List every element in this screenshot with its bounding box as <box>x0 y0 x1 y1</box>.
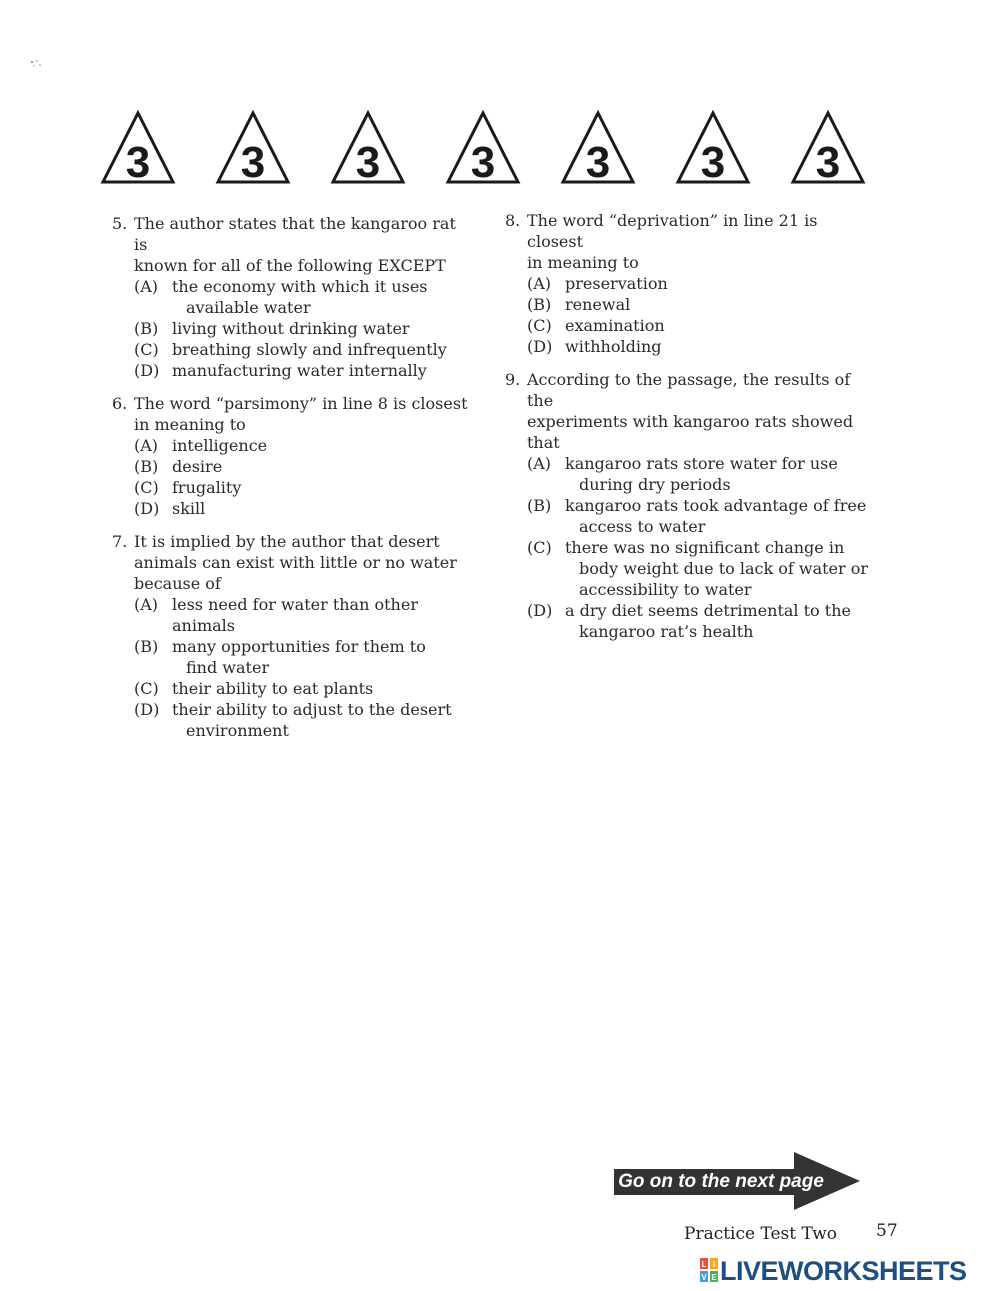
answer-option <box>134 276 472 318</box>
option-text: renewal <box>565 295 631 314</box>
logo-letter-e: E <box>711 1273 717 1282</box>
question-number: 7. <box>112 532 128 551</box>
option-text: skill <box>172 499 206 518</box>
option-letter: (C) <box>134 679 159 698</box>
option-text: body weight due to lack of water or <box>579 559 869 578</box>
option-letter: (B) <box>134 457 159 476</box>
question-stem <box>134 393 472 435</box>
liveworksheets-logo-icon <box>700 1258 718 1282</box>
question-item <box>112 393 472 519</box>
section-number: 3 <box>470 138 496 186</box>
option-letter: (C) <box>527 316 552 335</box>
answer-option <box>134 339 472 360</box>
option-text: withholding <box>565 337 662 356</box>
option-text: a dry diet seems detrimental to the <box>565 601 851 620</box>
option-text: less need for water than other animals <box>172 595 418 635</box>
option-letter: (A) <box>527 454 552 473</box>
option-letter: (B) <box>134 319 159 338</box>
question-number: 6. <box>112 394 128 413</box>
watermark-text: LIVEWORKSHEETS <box>720 1256 967 1286</box>
answer-option <box>134 699 472 741</box>
option-letter: (D) <box>527 601 553 620</box>
triangle-icon <box>790 110 866 186</box>
option-letter: (B) <box>527 295 552 314</box>
triangle-icon <box>100 110 176 186</box>
answer-option <box>527 315 875 336</box>
logo-letter-l: L <box>701 1260 707 1269</box>
question-stem-line: animals can exist with little or no water <box>134 553 457 572</box>
question-stem-line: in meaning to <box>134 415 246 434</box>
answer-option <box>527 453 875 495</box>
option-letter: (C) <box>134 340 159 359</box>
next-page-label: Go on to the next page <box>618 1171 824 1192</box>
triangle-icon <box>675 110 751 186</box>
option-text: find water <box>186 658 270 677</box>
option-text: examination <box>565 316 665 335</box>
section-marker <box>445 110 521 186</box>
answer-option <box>527 294 875 315</box>
option-letter: (A) <box>134 595 159 614</box>
logo-letter-v: V <box>701 1273 707 1282</box>
question-stem <box>134 531 472 594</box>
option-text: frugality <box>172 478 242 497</box>
answer-option <box>134 498 472 519</box>
questions-left-column <box>112 213 472 753</box>
answer-option <box>134 318 472 339</box>
option-text: their ability to eat plants <box>172 679 374 698</box>
triangle-icon <box>445 110 521 186</box>
option-text: breathing slowly and infrequently <box>172 340 447 359</box>
option-letter: (D) <box>134 361 160 380</box>
option-text: environment <box>186 721 289 740</box>
answer-options <box>134 276 472 381</box>
answer-option <box>527 336 875 357</box>
option-letter: (B) <box>134 637 159 656</box>
section-marker <box>330 110 406 186</box>
option-text: kangaroo rats store water for use <box>565 454 838 473</box>
option-text: many opportunities for them to <box>172 637 426 656</box>
answer-options <box>527 453 875 642</box>
question-stem <box>527 210 875 273</box>
question-stem <box>134 213 472 276</box>
option-text: their ability to adjust to the desert <box>172 700 452 719</box>
option-letter: (D) <box>134 499 160 518</box>
answer-option <box>134 360 472 381</box>
answer-option <box>527 600 875 642</box>
option-text: accessibility to water <box>579 580 752 599</box>
section-number: 3 <box>585 138 611 186</box>
question-stem-line: The word “parsimony” in line 8 is closest <box>134 394 468 413</box>
option-text: kangaroo rat’s health <box>579 622 754 641</box>
option-text: desire <box>172 457 223 476</box>
section-number: 3 <box>125 138 151 186</box>
answer-options <box>134 594 472 741</box>
section-marker <box>100 110 176 186</box>
option-letter: (B) <box>527 496 552 515</box>
questions-right-column <box>505 210 875 654</box>
question-stem-line: because of <box>134 574 221 593</box>
answer-option <box>134 456 472 477</box>
option-letter: (C) <box>527 538 552 557</box>
question-stem-line: It is implied by the author that desert <box>134 532 440 551</box>
section-marker <box>790 110 866 186</box>
question-item <box>112 531 472 741</box>
option-text: there was no significant change in <box>565 538 845 557</box>
question-item <box>505 210 875 357</box>
answer-option <box>134 477 472 498</box>
answer-option <box>527 537 875 600</box>
option-letter: (D) <box>527 337 553 356</box>
question-stem-line: The word “deprivation” in line 21 is closest <box>527 211 818 251</box>
question-item <box>112 213 472 381</box>
question-number: 8. <box>505 211 521 230</box>
question-stem-line: experiments with kangaroo rats showed <box>527 412 854 431</box>
answer-options <box>134 435 472 519</box>
section-number: 3 <box>355 138 381 186</box>
section-number: 3 <box>240 138 266 186</box>
triangle-icon <box>330 110 406 186</box>
answer-option <box>134 678 472 699</box>
question-stem-line: known for all of the following EXCEPT <box>134 256 446 275</box>
option-text: the economy with which it uses <box>172 277 428 296</box>
answer-option <box>134 435 472 456</box>
footer-title: Practice Test Two <box>684 1224 838 1244</box>
option-text: kangaroo rats took advantage of free <box>565 496 867 515</box>
option-text: manufacturing water internally <box>172 361 427 380</box>
question-stem-line: that <box>527 433 560 452</box>
section-number: 3 <box>815 138 841 186</box>
question-stem <box>527 369 875 453</box>
question-stem-line: The author states that the kangaroo rat is <box>134 214 456 254</box>
section-marker <box>675 110 751 186</box>
question-number: 5. <box>112 214 128 233</box>
option-letter: (D) <box>134 700 160 719</box>
option-letter: (A) <box>134 436 159 455</box>
question-number: 9. <box>505 370 521 389</box>
question-stem-line: According to the passage, the results of the <box>527 370 851 410</box>
triangle-icon <box>560 110 636 186</box>
question-stem-line: in meaning to <box>527 253 639 272</box>
page-number: 57 <box>876 1221 898 1241</box>
section-marker <box>215 110 291 186</box>
option-text: intelligence <box>172 436 268 455</box>
option-text: available water <box>186 298 311 317</box>
answer-option <box>527 273 875 294</box>
option-text: access to water <box>579 517 706 536</box>
answer-option <box>134 636 472 678</box>
answer-option <box>527 495 875 537</box>
scan-speck <box>28 58 44 74</box>
answer-options <box>527 273 875 357</box>
option-letter: (C) <box>134 478 159 497</box>
question-item <box>505 369 875 642</box>
section-marker <box>560 110 636 186</box>
logo-letter-i: I <box>712 1260 716 1269</box>
option-text: during dry periods <box>579 475 731 494</box>
option-letter: (A) <box>527 274 552 293</box>
section-number: 3 <box>700 138 726 186</box>
option-letter: (A) <box>134 277 159 296</box>
triangle-icon <box>215 110 291 186</box>
option-text: preservation <box>565 274 668 293</box>
section-markers <box>100 110 870 190</box>
answer-option <box>134 594 472 636</box>
option-text: living without drinking water <box>172 319 410 338</box>
